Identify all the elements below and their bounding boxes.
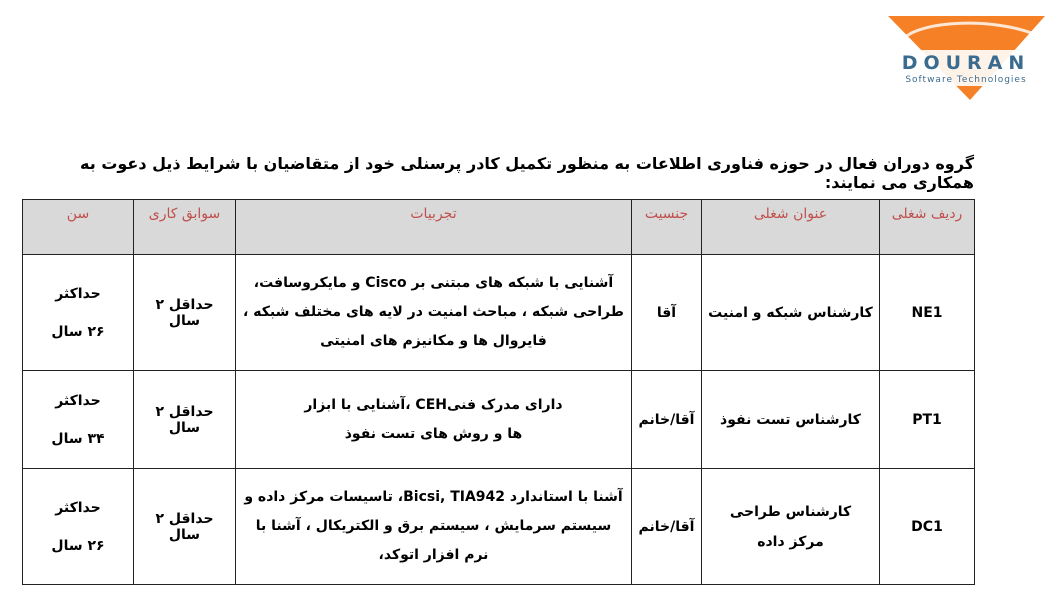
job-title: کارشناس طراحی مرکز داده bbox=[702, 469, 880, 585]
douran-logo bbox=[884, 12, 1049, 104]
age-value: ۲۶ سال bbox=[51, 323, 105, 340]
age-cell bbox=[23, 469, 134, 585]
header-age: سن bbox=[23, 200, 134, 255]
row-code: PT1 bbox=[880, 371, 975, 469]
logo-brand: DOURAN bbox=[901, 52, 1031, 74]
experience: دارای مدرک فنیCEH ،آشنایی با ابزار ها و روش های تست نفوذ bbox=[236, 371, 632, 469]
row-code: NE1 bbox=[880, 255, 975, 371]
header-experience: تجربیات bbox=[236, 200, 632, 255]
experience: آشنا با استاندارد Bicsi, TIA942، تاسیسات مرکز داده و سیستم سرمایش ، سیستم برق و الکتریکال ، آشنا با نرم افزار اتوکد، bbox=[236, 469, 632, 585]
gender: آقا/خانم bbox=[632, 371, 702, 469]
gender: آقا/خانم bbox=[632, 469, 702, 585]
work-history: حداقل ۲ سال bbox=[134, 255, 236, 371]
header-row-code: ردیف شغلی bbox=[880, 200, 975, 255]
age-cell bbox=[23, 255, 134, 371]
age-value: ۲۶ سال bbox=[51, 537, 105, 554]
job-title: کارشناس شبکه و امنیت bbox=[702, 255, 880, 371]
experience: آشنایی با شبکه های مبتنی بر Cisco و مایکروسافت، طراحی شبکه ، مباحث امنیت در لایه های مختلف شبکه ، فایروال ها و مکانیزم های امنیتی bbox=[236, 255, 632, 371]
job-title: کارشناس تست نفوذ bbox=[702, 371, 880, 469]
table-row bbox=[23, 255, 975, 371]
age-label: حداکثر bbox=[55, 392, 101, 409]
header-gender: جنسیت bbox=[632, 200, 702, 255]
table-row bbox=[23, 469, 975, 585]
row-code: DC1 bbox=[880, 469, 975, 585]
age-label: حداکثر bbox=[55, 499, 101, 516]
job-table bbox=[22, 199, 975, 585]
age-label: حداکثر bbox=[55, 285, 101, 302]
age-value: ۳۴ سال bbox=[51, 430, 105, 447]
intro-text: گروه دوران فعال در حوزه فناوری اطلاعات به منظور تکمیل کادر پرسنلی خود از متقاضیان با شرایط ذیل دعوت به همکاری می نمایند: bbox=[80, 154, 974, 192]
age-cell bbox=[23, 371, 134, 469]
gender: آقا bbox=[632, 255, 702, 371]
header-work-history: سوابق کاری bbox=[134, 200, 236, 255]
table-row bbox=[23, 371, 975, 469]
table-header-row bbox=[23, 200, 975, 255]
logo-tagline: Software Technologies bbox=[905, 75, 1027, 85]
header-job-title: عنوان شغلی bbox=[702, 200, 880, 255]
work-history: حداقل ۲ سال bbox=[134, 371, 236, 469]
work-history: حداقل ۲ سال bbox=[134, 469, 236, 585]
